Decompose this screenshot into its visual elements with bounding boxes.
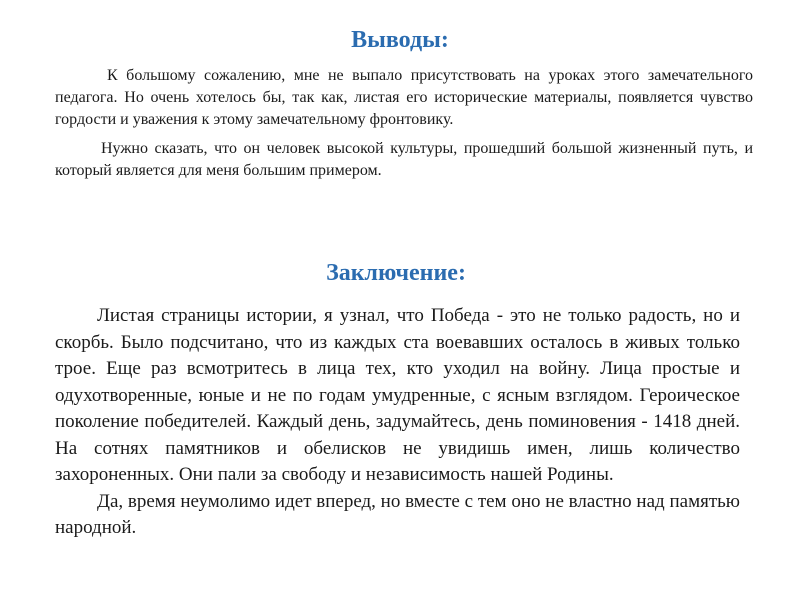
summary-title: Заключение:: [326, 260, 466, 286]
conclusions-paragraph-2: Нужно сказать, что он человек высокой культуры, прошедший большой жизненный путь, и который является для меня большим примером.: [55, 140, 753, 179]
conclusions-title: Выводы:: [351, 27, 449, 53]
summary-section: [55, 303, 740, 542]
summary-paragraph-1: Листая страницы истории, я узнал, что Победа - это не только радость, но и скорбь. Было подсчитано, что из каждых ста воевавших осталось в живых только трое. Еще раз всмотритесь в лица тех, кто уходил на войну. Лица простые и одухотворенные, юные и не по годам умудренные, с ясным взглядом. Героическое поколение победителей. Каждый день, задумайтесь, день поминовения - 1418 дней. На сотнях памятников и обелисков не увидишь имен, лишь количество захороненных. Они пали за свободу и независимость нашей Родины.: [55, 305, 740, 485]
summary-paragraph-2: Да, время неумолимо идет вперед, но вместе с тем оно не властно над памятью народной.: [55, 490, 740, 538]
conclusions-paragraph-1: К большому сожалению, мне не выпало присутствовать на уроках этого замечательного педагога. Но очень хотелось бы, так как, листая его исторические материалы, появляется чувство гордости и уважения к этому замечательному фронтовику.: [55, 67, 753, 128]
conclusions-section: [55, 65, 753, 182]
